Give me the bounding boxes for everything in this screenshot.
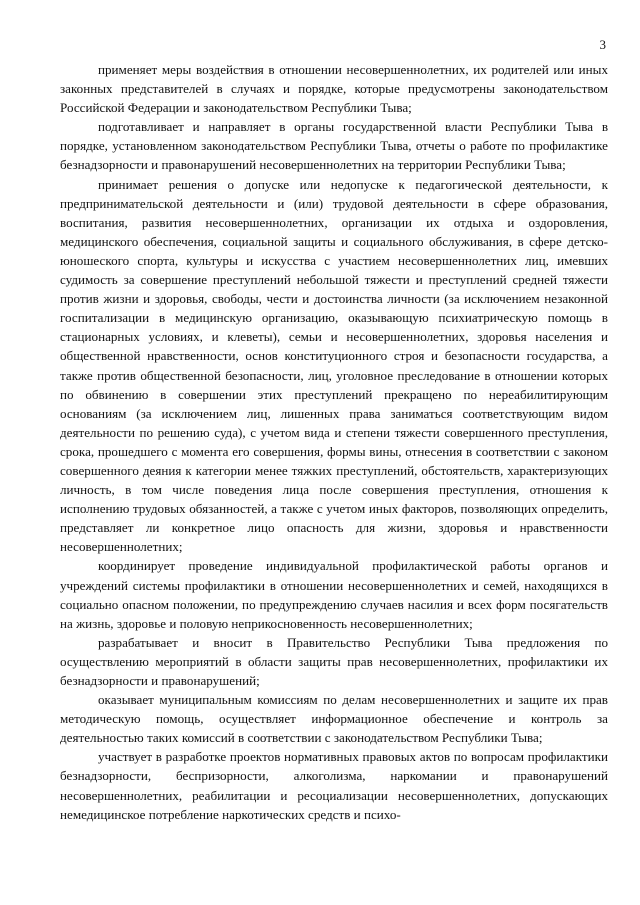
paragraph-coordination: координирует проведение индивидуальной профилактической работы органов и учреждений системы профилактики в отношении несовершеннолетних и семей, находящихся в социально опасном положении, по предупреждению случаев насилия и всех форм посягательств на жизнь, здоровье и половую неприкосновенность несовершеннолетних; bbox=[60, 558, 608, 631]
paragraph-legal-acts: участвует в разработке проектов нормативных правовых актов по вопросам профилактики безнадзорности, беспризорности, алкоголизма, наркомании и правонарушений несовершеннолетних, реабилитации и ресоциализации несовершеннолетних, допускающих немедицинское потребление наркотических средств и психо- bbox=[60, 749, 608, 822]
paragraph-admission-decisions: принимает решения о допуске или недопуске к педагогической деятельности, к предпринимательской деятельности и (или) трудовой деятельности в сфере образования, воспитания, развития несовершеннолетних, организации их отдыха и оздоровления, медицинского обеспечения, социальной защиты и социального обслуживания, в сфере детско-юношеского спорта, культуры и искусства с участием несовершеннолетних лиц, имевших судимость за совершение преступлений небольшой тяжести и преступлений средней тяжести против жизни и здоровья, свободы, чести и достоинства личности (за исключением незаконной госпитализации в медицинскую организацию, оказывающую психиатрическую помощь в стационарных условиях, и клеветы), семьи и несовершеннолетних, здоровья населения и общественной нравственности, основ конституционного строя и безопасности государства, а также против общественной безопасности, лиц, уголовное преследование в отношении которых по обвинению в совершении этих преступлений прекращено по нереабилитирующим основаниям (за исключением лиц, лишенных права заниматься соответствующим видом деятельности по решению суда), с учетом вида и степени тяжести совершенного преступления, срока, прошедшего с момента его совершения, формы вины, отнесения в соответствии с законом совершенного деяния к категории менее тяжких преступлений, обстоятельств, характеризующих личность, в том числе поведения лица после совершения преступления, отношения к исполнению трудовых обязанностей, а также с учетом иных факторов, позволяющих определить, представляет ли конкретное лицо опасность для жизни, здоровья и нравственности несовершеннолетних; bbox=[60, 176, 608, 555]
paragraph-reports: подготавливает и направляет в органы государственной власти Республики Тыва в порядке, установленном законодательством Республики Тыва, отчеты о работе по профилактике безнадзорности и правонарушений несовершеннолетних на территории Республики Тыва; bbox=[60, 119, 608, 173]
page-number: 3 bbox=[599, 37, 606, 52]
paragraph-measures: применяет меры воздействия в отношении несовершеннолетних, их родителей или иных законных представителей в случаях и порядке, которые предусмотрены законодательством Российской Федерации и законодательством Республики Тыва; bbox=[60, 62, 608, 116]
paragraph-methodical-help: оказывает муниципальным комиссиям по делам несовершеннолетних и защите их прав методическую помощь, осуществляет информационное обеспечение и контроль за деятельностью таких комиссий в соответствии с законодательством Республики Тыва; bbox=[60, 692, 608, 746]
document-body bbox=[60, 60, 608, 824]
paragraph-proposals: разрабатывает и вносит в Правительство Республики Тыва предложения по осуществлению мероприятий в области защиты прав несовершеннолетних, профилактики их безнадзорности и правонарушений; bbox=[60, 634, 608, 688]
